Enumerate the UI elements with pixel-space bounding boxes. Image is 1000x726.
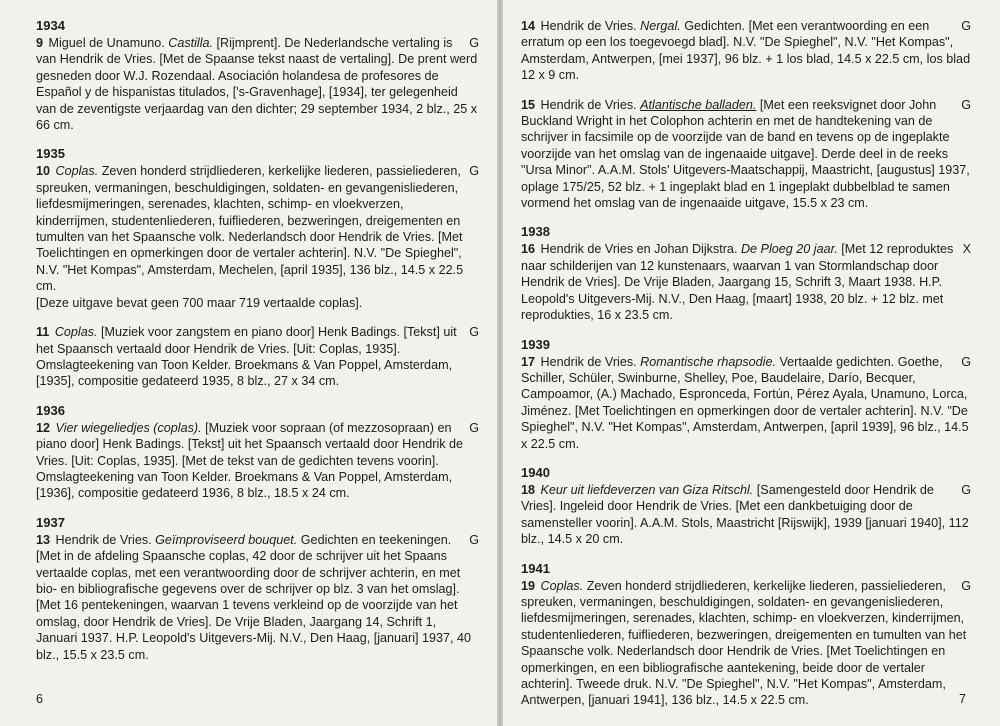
- entry-author: Hendrik de Vries.: [540, 97, 641, 112]
- entry-title: Keur uit liefdeverzen van Giza Ritschl.: [540, 482, 754, 497]
- bibliography-entry: [521, 97, 971, 212]
- bibliography-entry: [36, 532, 479, 663]
- entry-number: 15: [521, 97, 536, 112]
- holding-code: G: [961, 482, 971, 497]
- entry-description: [Muziek voor sopraan (of mezzosopraan) en piano door] Henk Badings. [Tekst] uit het Spaansch vertaald door Hendrik de Vries. [Uit: Coplas, 1935]. [Met de tekst van de gedichten tevens voorin]. Omslagteekening van Toon Kelder. Broekmans & Van Poppel, Amsterdam, [1936], compositie gedateerd 1936, 8 blz., 18.5 x 24 cm.: [36, 420, 464, 501]
- entry-number: 11: [36, 325, 50, 340]
- entry-description: Gedichten en teekeningen. [Met in de afdeling Spaansche coplas, 42 door de schrijver uit het Spaans vertaalde coplas, met een verantwoording door de schrijver achterin, en met bio- en bibliografische gegevens over de schrijver op blz. 3 van het omslag]. [Met 16 pentekeningen, waarvan 1 tevens verkleind op de voorzijde van het omslag, door Hendrik de Vries]. De Vrije Bladen, Jaargang 14, Schrift 1, Januari 1937. H.P. Leopold's Uitgevers-Mij. N.V., Den Haag, [januari] 1937, 40 blz., 15.5 x 23.5 cm.: [36, 532, 472, 662]
- bibliography-entry: [521, 18, 971, 84]
- entry-description: [Met een reeksvignet door John Buckland Wright in het Colophon achterin en met de handtekening van de schrijver in facsimile op de voorzijde van de band en tevens op de ingeplakte voorzijde van het omslag van de ingenaaide uitgave]. Derde deel in de reeks "Ursa Minor". A.A.M. Stols' Uitgevers-Maatschappij, Maastricht, [augustus] 1937, oplage 175/25, 52 blz. + 1 ingeplakt blad en 1 ingeplakt dubbelblad te samen vormend het omslag van de ingenaaide uitgave, 15.5 x 23 cm.: [521, 97, 970, 211]
- bibliography-entry: [36, 420, 479, 502]
- entry-title: Castilla.: [168, 36, 214, 50]
- year-heading: 1940: [521, 464, 550, 480]
- holding-code: G: [961, 97, 971, 112]
- left-column: [36, 18, 479, 676]
- bibliography-entry: [521, 578, 971, 709]
- holding-code: X: [962, 242, 971, 257]
- entry-author: Hendrik de Vries.: [540, 19, 641, 33]
- entry-number: 10: [36, 164, 51, 179]
- holding-code: G: [961, 578, 971, 593]
- entry-title: Vier wiegeliedjes (coplas).: [55, 420, 202, 435]
- entry-number: 9: [36, 36, 44, 50]
- entry-description: Gedichten. [Met een verantwoording en een erratum op een los toegevoegd blad]. N.V. "De Spieghel", N.V. "Het Kompas", Amsterdam, Antwerpen, [mei 1937], 96 blz. + 1 los blad, 14.5 x 22.5 cm, los blad 12 x 9 cm.: [521, 19, 971, 83]
- holding-code: G: [469, 164, 479, 179]
- entry-description: [Muziek voor zangstem en piano door] Henk Badings. [Tekst] uit het Spaansch vertaald door Hendrik de Vries. [Uit: Coplas, 1935]. Omslagteekening van Toon Kelder. Broekmans & Van Poppel, Amsterdam, [1935], compositie gedateerd 1935, 8 blz., 27 x 34 cm.: [36, 325, 457, 389]
- entry-title: De Ploeg 20 jaar.: [740, 242, 838, 257]
- entry-description: [Samengesteld door Hendrik de Vries]. Ingeleid door Hendrik de Vries. [Met een dankbetuiging door de samensteller voorin]. A.A.M. Stols, Maastricht [Rijswijk], 1939 [januari 1940], 112 blz., 14.5 x 20 cm.: [521, 482, 969, 547]
- entry-number: 18: [521, 482, 536, 497]
- right-page: [503, 0, 1000, 726]
- bibliography-entry: [521, 482, 971, 548]
- entry-title: Atlantische balladen.: [640, 97, 757, 112]
- page-number-right: 7: [959, 692, 966, 706]
- year-heading: 1934: [36, 18, 65, 33]
- bibliography-entry: [36, 35, 479, 133]
- entry-title: Geïmproviseerd bouquet.: [155, 532, 298, 547]
- holding-code: G: [469, 36, 479, 50]
- bibliography-entry: [36, 163, 479, 311]
- entry-description: Zeven honderd strijdliederen, kerkelijke liederen, passieliederen, spreuken, vermaningen, beschuldigingen, soldaten- en gevangenisliederen, liefdesmijmeringen, serenades, klachten, schimp- en vloekverzen, kinderrijmen, studentenliederen, fuifliederen, bezweringen, dreigementen en tumulten van het Spaansche volk. Nederlandsch door Hendrik de Vries. [Met Toelichtingen en opmerkingen, en een bibliografische aantekening, beide door de vertaler achterin]. Tweede druk. N.V. "De Spieghel", N.V. "Het Kompas", Amsterdam, Antwerpen, [januari 1941], 136 blz., 14.5 x 22.5 cm.: [521, 578, 967, 708]
- right-column: [521, 18, 971, 722]
- entry-title: Nergal.: [640, 19, 681, 33]
- holding-code: G: [469, 325, 479, 340]
- entry-number: 17: [521, 354, 536, 369]
- year-heading: 1936: [36, 402, 65, 418]
- bibliography-entry: [521, 354, 971, 452]
- entry-note: [Deze uitgave bevat geen 700 maar 719 vertaalde coplas].: [36, 295, 363, 310]
- entry-number: 14: [521, 19, 536, 33]
- entry-number: 12: [36, 420, 51, 435]
- bibliography-entry: [36, 324, 479, 390]
- year-heading: 1937: [36, 514, 65, 530]
- entry-description: Vertaalde gedichten. Goethe, Schiller, Schüler, Swinburne, Shelley, Poe, Baudelaire, Darío, Becquer, Campoamor, (A.) Machado, Espronceda, Fortún, Pérez Ayala, Unamuno, Lorca, Jiménez. [Met Toelichtingen en opmerkingen door de vertaler achterin]. N.V. "De Spieghel", N.V. "Het Kompas", Amsterdam, Antwerpen, [april 1939], 96 blz., 14.5 x 22.5 cm.: [521, 354, 969, 451]
- entry-title: Coplas.: [55, 164, 99, 179]
- entry-title: Coplas.: [54, 325, 98, 340]
- entry-author: Hendrik de Vries.: [540, 354, 641, 369]
- year-heading: 1938: [521, 224, 550, 240]
- holding-code: G: [961, 19, 971, 33]
- year-heading: 1935: [36, 146, 65, 162]
- bibliography-entry: [521, 241, 971, 323]
- entry-author: Hendrik de Vries en Johan Dijkstra.: [540, 242, 741, 257]
- entry-title: Coplas.: [540, 578, 584, 593]
- left-page: [0, 0, 497, 726]
- holding-code: G: [961, 354, 971, 369]
- entry-number: 16: [521, 242, 536, 257]
- entry-title: Romantische rhapsodie.: [640, 354, 776, 369]
- entry-number: 13: [36, 532, 51, 547]
- page-number-left: 6: [36, 692, 43, 706]
- year-heading: 1941: [521, 560, 550, 576]
- year-heading: 1939: [521, 336, 550, 352]
- entry-author: Hendrik de Vries.: [55, 532, 156, 547]
- entry-description: [Rijmprent]. De Nederlandsche vertaling is van Hendrik de Vries. [Met de Spaanse tekst naast de vertaling]. De prent werd gesneden door W.J. Rozendaal. Asociación holandesa de profesores de Español y de hispanistas titulados, ['s-Gravenhage], [1934], ter gelegenheid van de zeventigste verjaardag van den dichter; 29 september 1934, 2 blz., 25 x 66 cm.: [36, 36, 478, 133]
- entry-number: 19: [521, 578, 536, 593]
- entry-description: Zeven honderd strijdliederen, kerkelijke liederen, passieliederen, spreuken, vermaningen, beschuldigingen, soldaten- en gevangenisliederen, liefdesmijmeringen, serenades, klachten, schimp- en vloekverzen, kinderrijmen, studentenliederen, fuifliederen, bezweringen, dreigementen en tumulten van het Spaansche volk. Nederlandsch door Hendrik de Vries. [Met Toelichtingen en opmerkingen door de vertaler achterin]. N.V. "De Spieghel", N.V. "Het Kompas", Amsterdam, Mechelen, [april 1935], 136 blz., 14.5 x 22.5 cm.: [36, 164, 464, 294]
- holding-code: G: [469, 532, 479, 547]
- entry-description: [Met 12 reproduktes naar schilderijen van 12 kunstenaars, waarvan 1 van Stormlandschap door Hendrik de Vries]. De Vrije Bladen, Jaargang 15, Schrift 3, Maart 1938. H.P. Leopold's Uitgevers-Mij. N.V., Den Haag, [maart] 1938, 20 blz. + 12 blz. met reprodukties, 16 x 23.5 cm.: [521, 242, 954, 323]
- holding-code: G: [469, 420, 479, 435]
- entry-author: Miguel de Unamuno.: [48, 36, 169, 50]
